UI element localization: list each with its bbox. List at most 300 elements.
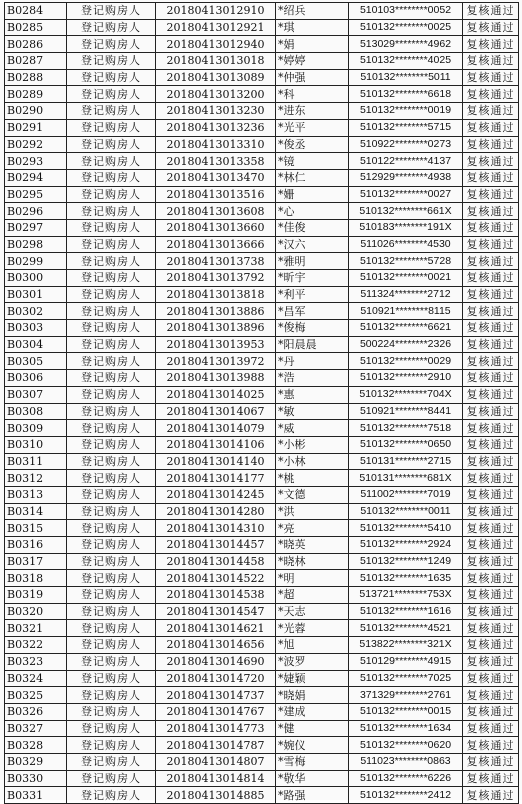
id-number-cell: 500224********2326 bbox=[349, 336, 463, 353]
id-number-cell: 510132********704X bbox=[349, 386, 463, 403]
id-number-cell: 510921********8115 bbox=[349, 303, 463, 320]
buyer-code-cell: B0326 bbox=[5, 703, 67, 720]
buyer-code-cell: B0329 bbox=[5, 753, 67, 770]
buyer-name-cell: *姗 bbox=[276, 186, 349, 203]
buyer-name-cell: *利平 bbox=[276, 286, 349, 303]
review-status-cell: 复核通过 bbox=[463, 219, 519, 236]
buyer-code-cell: B0285 bbox=[5, 19, 67, 36]
buyer-name-cell: *婷婷 bbox=[276, 53, 349, 70]
registration-number-cell: 20180413013358 bbox=[156, 153, 276, 170]
registration-number-cell: 20180413014773 bbox=[156, 720, 276, 737]
buyer-name-cell: *仲强 bbox=[276, 69, 349, 86]
review-status-cell: 复核通过 bbox=[463, 19, 519, 36]
table-row bbox=[5, 503, 519, 520]
review-status-cell: 复核通过 bbox=[463, 403, 519, 420]
registration-number-cell: 20180413014720 bbox=[156, 670, 276, 687]
table-row bbox=[5, 653, 519, 670]
buyer-code-cell: B0299 bbox=[5, 253, 67, 270]
registration-number-cell: 20180413013988 bbox=[156, 370, 276, 387]
buyer-code-cell: B0319 bbox=[5, 587, 67, 604]
table-row bbox=[5, 169, 519, 186]
review-status-cell: 复核通过 bbox=[463, 320, 519, 337]
buyer-name-cell: *进东 bbox=[276, 103, 349, 120]
table-row bbox=[5, 403, 519, 420]
review-status-cell: 复核通过 bbox=[463, 687, 519, 704]
buyer-name-cell: *小林 bbox=[276, 453, 349, 470]
buyer-name-cell: *镜 bbox=[276, 153, 349, 170]
buyer-name-cell: *丹 bbox=[276, 353, 349, 370]
buyer-type-cell: 登记购房人 bbox=[67, 136, 156, 153]
buyer-type-cell: 登记购房人 bbox=[67, 86, 156, 103]
buyer-type-cell: 登记购房人 bbox=[67, 253, 156, 270]
registration-number-cell: 20180413014787 bbox=[156, 737, 276, 754]
id-number-cell: 510132********0650 bbox=[349, 436, 463, 453]
buyer-name-cell: *旭 bbox=[276, 637, 349, 654]
buyer-type-cell: 登记购房人 bbox=[67, 587, 156, 604]
id-number-cell: 511324********2712 bbox=[349, 286, 463, 303]
table-row bbox=[5, 203, 519, 220]
buyer-type-cell: 登记购房人 bbox=[67, 570, 156, 587]
registration-number-cell: 20180413013230 bbox=[156, 103, 276, 120]
buyer-name-cell: *波罗 bbox=[276, 653, 349, 670]
id-number-cell: 510132********0021 bbox=[349, 270, 463, 287]
buyer-name-cell: *威 bbox=[276, 420, 349, 437]
registration-number-cell: 20180413014457 bbox=[156, 537, 276, 554]
buyer-code-cell: B0284 bbox=[5, 3, 67, 20]
registration-number-cell: 20180413014547 bbox=[156, 603, 276, 620]
review-status-cell: 复核通过 bbox=[463, 620, 519, 637]
buyer-type-cell: 登记购房人 bbox=[67, 436, 156, 453]
table-row bbox=[5, 119, 519, 136]
id-number-cell: 510132********0620 bbox=[349, 737, 463, 754]
buyer-type-cell: 登记购房人 bbox=[67, 486, 156, 503]
id-number-cell: 510103********0052 bbox=[349, 3, 463, 20]
registration-number-cell: 20180413013018 bbox=[156, 53, 276, 70]
table-row bbox=[5, 770, 519, 787]
buyer-type-cell: 登记购房人 bbox=[67, 520, 156, 537]
review-status-cell: 复核通过 bbox=[463, 670, 519, 687]
registration-number-cell: 20180413013666 bbox=[156, 236, 276, 253]
table-row bbox=[5, 537, 519, 554]
buyer-code-cell: B0324 bbox=[5, 670, 67, 687]
buyer-type-cell: 登记购房人 bbox=[67, 503, 156, 520]
review-status-cell: 复核通过 bbox=[463, 553, 519, 570]
buyer-type-cell: 登记购房人 bbox=[67, 186, 156, 203]
buyer-type-cell: 登记购房人 bbox=[67, 670, 156, 687]
id-number-cell: 510131********681X bbox=[349, 470, 463, 487]
id-number-cell: 510132********1635 bbox=[349, 570, 463, 587]
buyer-name-cell: *晓英 bbox=[276, 537, 349, 554]
buyer-type-cell: 登记购房人 bbox=[67, 53, 156, 70]
buyer-type-cell: 登记购房人 bbox=[67, 36, 156, 53]
buyer-code-cell: B0301 bbox=[5, 286, 67, 303]
table-row bbox=[5, 153, 519, 170]
id-number-cell: 510132********1249 bbox=[349, 553, 463, 570]
buyer-code-cell: B0289 bbox=[5, 86, 67, 103]
buyer-type-cell: 登记购房人 bbox=[67, 703, 156, 720]
buyer-code-cell: B0328 bbox=[5, 737, 67, 754]
registration-number-cell: 20180413013738 bbox=[156, 253, 276, 270]
review-status-cell: 复核通过 bbox=[463, 770, 519, 787]
registration-number-cell: 20180413014140 bbox=[156, 453, 276, 470]
buyer-name-cell: *路强 bbox=[276, 787, 349, 804]
registration-number-cell: 20180413014885 bbox=[156, 787, 276, 804]
review-status-cell: 复核通过 bbox=[463, 253, 519, 270]
buyer-code-cell: B0312 bbox=[5, 470, 67, 487]
registration-number-cell: 20180413014280 bbox=[156, 503, 276, 520]
review-status-cell: 复核通过 bbox=[463, 270, 519, 287]
registration-number-cell: 20180413013200 bbox=[156, 86, 276, 103]
review-status-cell: 复核通过 bbox=[463, 370, 519, 387]
buyer-name-cell: *俊梅 bbox=[276, 320, 349, 337]
buyer-code-cell: B0320 bbox=[5, 603, 67, 620]
table-row bbox=[5, 620, 519, 637]
buyer-type-cell: 登记购房人 bbox=[67, 370, 156, 387]
review-status-cell: 复核通过 bbox=[463, 69, 519, 86]
buyer-name-cell: *林仁 bbox=[276, 169, 349, 186]
buyer-code-cell: B0316 bbox=[5, 537, 67, 554]
table-row bbox=[5, 219, 519, 236]
buyer-type-cell: 登记购房人 bbox=[67, 219, 156, 236]
table-row bbox=[5, 603, 519, 620]
buyer-name-cell: *婉仪 bbox=[276, 737, 349, 754]
review-status-cell: 复核通过 bbox=[463, 737, 519, 754]
table-row bbox=[5, 370, 519, 387]
id-number-cell: 510122********4137 bbox=[349, 153, 463, 170]
table-row bbox=[5, 436, 519, 453]
id-number-cell: 511026********4530 bbox=[349, 236, 463, 253]
id-number-cell: 510132********1616 bbox=[349, 603, 463, 620]
table-row bbox=[5, 420, 519, 437]
buyer-name-cell: *建成 bbox=[276, 703, 349, 720]
table-row bbox=[5, 453, 519, 470]
registration-number-cell: 20180413013818 bbox=[156, 286, 276, 303]
id-number-cell: 510131********2715 bbox=[349, 453, 463, 470]
review-status-cell: 复核通过 bbox=[463, 286, 519, 303]
table-row bbox=[5, 3, 519, 20]
registration-number-cell: 20180413013792 bbox=[156, 270, 276, 287]
registration-number-cell: 20180413014025 bbox=[156, 386, 276, 403]
buyer-type-cell: 登记购房人 bbox=[67, 453, 156, 470]
id-number-cell: 510132********0019 bbox=[349, 103, 463, 120]
buyer-type-cell: 登记购房人 bbox=[67, 286, 156, 303]
buyer-code-cell: B0291 bbox=[5, 119, 67, 136]
buyer-name-cell: *娟 bbox=[276, 36, 349, 53]
registration-number-cell: 20180413014177 bbox=[156, 470, 276, 487]
table-row bbox=[5, 336, 519, 353]
buyer-registry-table bbox=[4, 2, 519, 804]
buyer-type-cell: 登记购房人 bbox=[67, 787, 156, 804]
review-status-cell: 复核通过 bbox=[463, 436, 519, 453]
buyer-type-cell: 登记购房人 bbox=[67, 637, 156, 654]
buyer-code-cell: B0298 bbox=[5, 236, 67, 253]
id-number-cell: 510132********5011 bbox=[349, 69, 463, 86]
id-number-cell: 510132********0027 bbox=[349, 186, 463, 203]
buyer-name-cell: *绍兵 bbox=[276, 3, 349, 20]
id-number-cell: 510132********5715 bbox=[349, 119, 463, 136]
buyer-type-cell: 登记购房人 bbox=[67, 537, 156, 554]
buyer-code-cell: B0330 bbox=[5, 770, 67, 787]
buyer-code-cell: B0287 bbox=[5, 53, 67, 70]
id-number-cell: 510129********4915 bbox=[349, 653, 463, 670]
review-status-cell: 复核通过 bbox=[463, 787, 519, 804]
buyer-name-cell: *明 bbox=[276, 570, 349, 587]
buyer-type-cell: 登记购房人 bbox=[67, 353, 156, 370]
id-number-cell: 512929********4938 bbox=[349, 169, 463, 186]
buyer-code-cell: B0295 bbox=[5, 186, 67, 203]
review-status-cell: 复核通过 bbox=[463, 153, 519, 170]
buyer-code-cell: B0322 bbox=[5, 637, 67, 654]
registration-number-cell: 20180413013516 bbox=[156, 186, 276, 203]
buyer-type-cell: 登记购房人 bbox=[67, 687, 156, 704]
table-row bbox=[5, 86, 519, 103]
buyer-type-cell: 登记购房人 bbox=[67, 420, 156, 437]
id-number-cell: 510922********0273 bbox=[349, 136, 463, 153]
id-number-cell: 511002********7019 bbox=[349, 486, 463, 503]
table-row bbox=[5, 186, 519, 203]
buyer-name-cell: *阳晨晨 bbox=[276, 336, 349, 353]
review-status-cell: 复核通过 bbox=[463, 119, 519, 136]
buyer-type-cell: 登记购房人 bbox=[67, 603, 156, 620]
buyer-code-cell: B0307 bbox=[5, 386, 67, 403]
table-row bbox=[5, 270, 519, 287]
review-status-cell: 复核通过 bbox=[463, 603, 519, 620]
buyer-name-cell: *亮 bbox=[276, 520, 349, 537]
id-number-cell: 513822********321X bbox=[349, 637, 463, 654]
id-number-cell: 510132********4521 bbox=[349, 620, 463, 637]
buyer-name-cell: *洪 bbox=[276, 503, 349, 520]
buyer-name-cell: *昕宇 bbox=[276, 270, 349, 287]
review-status-cell: 复核通过 bbox=[463, 3, 519, 20]
registration-number-cell: 20180413013953 bbox=[156, 336, 276, 353]
id-number-cell: 510132********0029 bbox=[349, 353, 463, 370]
buyer-type-cell: 登记购房人 bbox=[67, 770, 156, 787]
buyer-code-cell: B0313 bbox=[5, 486, 67, 503]
buyer-name-cell: *晓娟 bbox=[276, 687, 349, 704]
buyer-type-cell: 登记购房人 bbox=[67, 303, 156, 320]
table-row bbox=[5, 570, 519, 587]
table-row bbox=[5, 69, 519, 86]
buyer-type-cell: 登记购房人 bbox=[67, 103, 156, 120]
review-status-cell: 复核通过 bbox=[463, 169, 519, 186]
registration-number-cell: 20180413014522 bbox=[156, 570, 276, 587]
review-status-cell: 复核通过 bbox=[463, 386, 519, 403]
registration-number-cell: 20180413012910 bbox=[156, 3, 276, 20]
review-status-cell: 复核通过 bbox=[463, 303, 519, 320]
buyer-type-cell: 登记购房人 bbox=[67, 720, 156, 737]
id-number-cell: 510132********661X bbox=[349, 203, 463, 220]
table-row bbox=[5, 253, 519, 270]
buyer-code-cell: B0294 bbox=[5, 169, 67, 186]
id-number-cell: 510132********4025 bbox=[349, 53, 463, 70]
buyer-code-cell: B0308 bbox=[5, 403, 67, 420]
buyer-name-cell: *俊丞 bbox=[276, 136, 349, 153]
table-row bbox=[5, 753, 519, 770]
buyer-code-cell: B0310 bbox=[5, 436, 67, 453]
review-status-cell: 复核通过 bbox=[463, 503, 519, 520]
buyer-type-cell: 登记购房人 bbox=[67, 620, 156, 637]
buyer-name-cell: *超 bbox=[276, 587, 349, 604]
buyer-code-cell: B0306 bbox=[5, 370, 67, 387]
review-status-cell: 复核通过 bbox=[463, 203, 519, 220]
id-number-cell: 510132********2412 bbox=[349, 787, 463, 804]
id-number-cell: 510132********1634 bbox=[349, 720, 463, 737]
buyer-name-cell: *晓林 bbox=[276, 553, 349, 570]
buyer-name-cell: *敏 bbox=[276, 403, 349, 420]
id-number-cell: 510132********0015 bbox=[349, 703, 463, 720]
buyer-code-cell: B0314 bbox=[5, 503, 67, 520]
buyer-type-cell: 登记购房人 bbox=[67, 320, 156, 337]
registration-number-cell: 20180413014767 bbox=[156, 703, 276, 720]
registration-number-cell: 20180413014807 bbox=[156, 753, 276, 770]
table-row bbox=[5, 236, 519, 253]
id-number-cell: 510132********6618 bbox=[349, 86, 463, 103]
id-number-cell: 510132********2910 bbox=[349, 370, 463, 387]
registration-number-cell: 20180413014106 bbox=[156, 436, 276, 453]
registration-number-cell: 20180413014814 bbox=[156, 770, 276, 787]
id-number-cell: 513721********753X bbox=[349, 587, 463, 604]
buyer-name-cell: *健 bbox=[276, 720, 349, 737]
registration-number-cell: 20180413013089 bbox=[156, 69, 276, 86]
buyer-code-cell: B0286 bbox=[5, 36, 67, 53]
buyer-code-cell: B0300 bbox=[5, 270, 67, 287]
registration-number-cell: 20180413013470 bbox=[156, 169, 276, 186]
id-number-cell: 510132********6226 bbox=[349, 770, 463, 787]
registration-number-cell: 20180413012921 bbox=[156, 19, 276, 36]
buyer-code-cell: B0327 bbox=[5, 720, 67, 737]
review-status-cell: 复核通过 bbox=[463, 520, 519, 537]
id-number-cell: 510132********0025 bbox=[349, 19, 463, 36]
table-row bbox=[5, 486, 519, 503]
table-row bbox=[5, 353, 519, 370]
registration-number-cell: 20180413013608 bbox=[156, 203, 276, 220]
buyer-code-cell: B0304 bbox=[5, 336, 67, 353]
registration-number-cell: 20180413013660 bbox=[156, 219, 276, 236]
review-status-cell: 复核通过 bbox=[463, 420, 519, 437]
buyer-code-cell: B0317 bbox=[5, 553, 67, 570]
registration-number-cell: 20180413014538 bbox=[156, 587, 276, 604]
registration-number-cell: 20180413014458 bbox=[156, 553, 276, 570]
registration-number-cell: 20180413014737 bbox=[156, 687, 276, 704]
buyer-name-cell: *婕颖 bbox=[276, 670, 349, 687]
id-number-cell: 510132********6621 bbox=[349, 320, 463, 337]
buyer-code-cell: B0292 bbox=[5, 136, 67, 153]
buyer-code-cell: B0331 bbox=[5, 787, 67, 804]
buyer-code-cell: B0297 bbox=[5, 219, 67, 236]
table-row bbox=[5, 303, 519, 320]
buyer-type-cell: 登记购房人 bbox=[67, 737, 156, 754]
id-number-cell: 510132********5410 bbox=[349, 520, 463, 537]
review-status-cell: 复核通过 bbox=[463, 470, 519, 487]
buyer-code-cell: B0325 bbox=[5, 687, 67, 704]
review-status-cell: 复核通过 bbox=[463, 53, 519, 70]
buyer-name-cell: *昌军 bbox=[276, 303, 349, 320]
buyer-code-cell: B0323 bbox=[5, 653, 67, 670]
review-status-cell: 复核通过 bbox=[463, 336, 519, 353]
table-row bbox=[5, 553, 519, 570]
buyer-code-cell: B0311 bbox=[5, 453, 67, 470]
review-status-cell: 复核通过 bbox=[463, 537, 519, 554]
buyer-type-cell: 登记购房人 bbox=[67, 470, 156, 487]
registration-number-cell: 20180413013310 bbox=[156, 136, 276, 153]
buyer-type-cell: 登记购房人 bbox=[67, 203, 156, 220]
review-status-cell: 复核通过 bbox=[463, 587, 519, 604]
review-status-cell: 复核通过 bbox=[463, 637, 519, 654]
registration-number-cell: 20180413014690 bbox=[156, 653, 276, 670]
buyer-name-cell: *天志 bbox=[276, 603, 349, 620]
buyer-name-cell: *惠 bbox=[276, 386, 349, 403]
buyer-name-cell: *桃 bbox=[276, 470, 349, 487]
table-row bbox=[5, 320, 519, 337]
table-row bbox=[5, 637, 519, 654]
id-number-cell: 371329********2761 bbox=[349, 687, 463, 704]
review-status-cell: 复核通过 bbox=[463, 653, 519, 670]
buyer-type-cell: 登记购房人 bbox=[67, 270, 156, 287]
review-status-cell: 复核通过 bbox=[463, 136, 519, 153]
buyer-name-cell: *敬华 bbox=[276, 770, 349, 787]
table-row bbox=[5, 687, 519, 704]
id-number-cell: 510132********2924 bbox=[349, 537, 463, 554]
buyer-code-cell: B0290 bbox=[5, 103, 67, 120]
buyer-type-cell: 登记购房人 bbox=[67, 653, 156, 670]
buyer-type-cell: 登记购房人 bbox=[67, 153, 156, 170]
registration-number-cell: 20180413013896 bbox=[156, 320, 276, 337]
review-status-cell: 复核通过 bbox=[463, 753, 519, 770]
buyer-type-cell: 登记购房人 bbox=[67, 753, 156, 770]
buyer-code-cell: B0288 bbox=[5, 69, 67, 86]
registration-number-cell: 20180413012940 bbox=[156, 36, 276, 53]
review-status-cell: 复核通过 bbox=[463, 236, 519, 253]
review-status-cell: 复核通过 bbox=[463, 186, 519, 203]
id-number-cell: 510132********0011 bbox=[349, 503, 463, 520]
table-row bbox=[5, 587, 519, 604]
table-row bbox=[5, 470, 519, 487]
buyer-name-cell: *浩 bbox=[276, 370, 349, 387]
review-status-cell: 复核通过 bbox=[463, 570, 519, 587]
buyer-code-cell: B0318 bbox=[5, 570, 67, 587]
buyer-type-cell: 登记购房人 bbox=[67, 403, 156, 420]
buyer-name-cell: *雪梅 bbox=[276, 753, 349, 770]
id-number-cell: 510132********7025 bbox=[349, 670, 463, 687]
buyer-type-cell: 登记购房人 bbox=[67, 3, 156, 20]
registration-number-cell: 20180413014067 bbox=[156, 403, 276, 420]
buyer-type-cell: 登记购房人 bbox=[67, 69, 156, 86]
table-row bbox=[5, 703, 519, 720]
review-status-cell: 复核通过 bbox=[463, 720, 519, 737]
table-body bbox=[5, 3, 519, 804]
buyer-type-cell: 登记购房人 bbox=[67, 553, 156, 570]
table-row bbox=[5, 19, 519, 36]
id-number-cell: 510921********8441 bbox=[349, 403, 463, 420]
buyer-code-cell: B0315 bbox=[5, 520, 67, 537]
registration-number-cell: 20180413014621 bbox=[156, 620, 276, 637]
buyer-code-cell: B0309 bbox=[5, 420, 67, 437]
buyer-type-cell: 登记购房人 bbox=[67, 236, 156, 253]
table-row bbox=[5, 787, 519, 804]
buyer-name-cell: *科 bbox=[276, 86, 349, 103]
buyer-name-cell: *佳俊 bbox=[276, 219, 349, 236]
table-row bbox=[5, 286, 519, 303]
buyer-code-cell: B0302 bbox=[5, 303, 67, 320]
table-row bbox=[5, 386, 519, 403]
buyer-name-cell: *汉六 bbox=[276, 236, 349, 253]
review-status-cell: 复核通过 bbox=[463, 453, 519, 470]
registration-number-cell: 20180413014079 bbox=[156, 420, 276, 437]
table-row bbox=[5, 670, 519, 687]
buyer-name-cell: *光平 bbox=[276, 119, 349, 136]
buyer-code-cell: B0321 bbox=[5, 620, 67, 637]
table-row bbox=[5, 53, 519, 70]
